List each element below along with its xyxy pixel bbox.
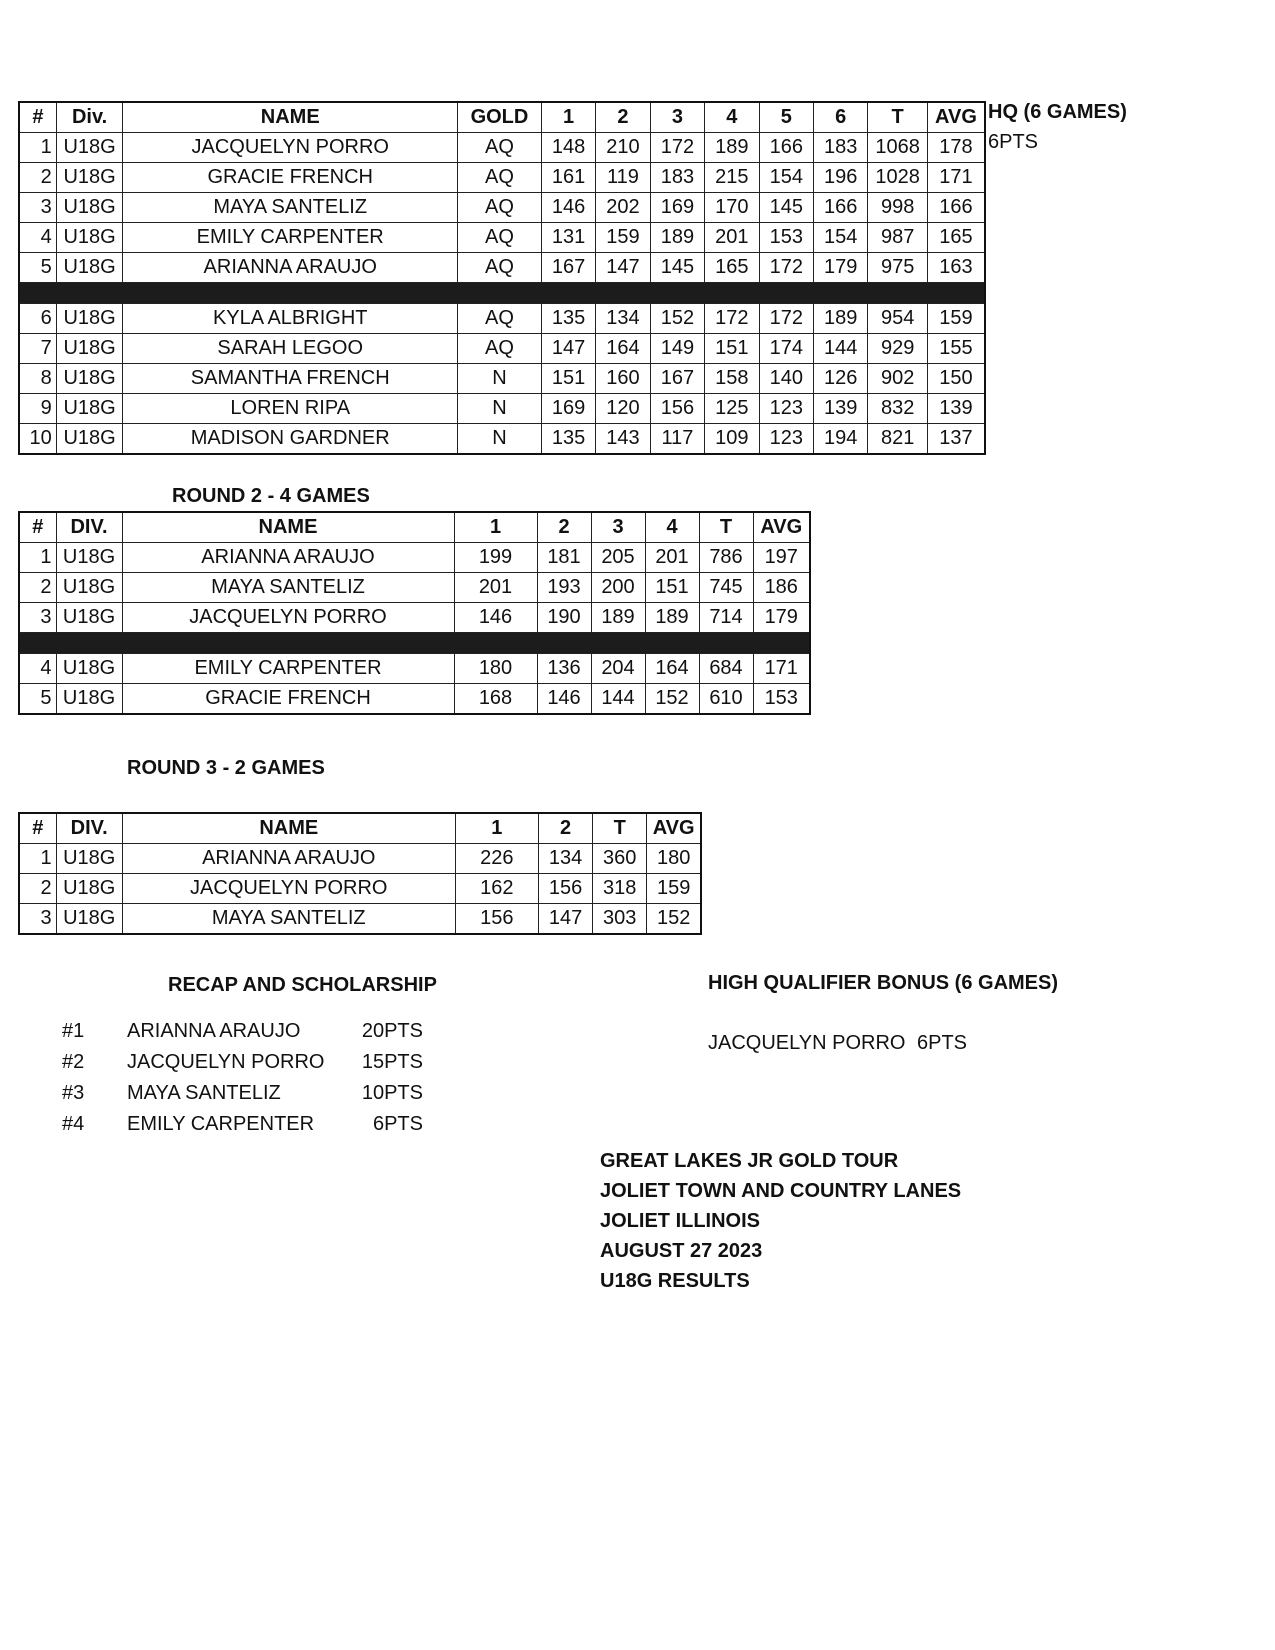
column-header: GOLD [458, 102, 542, 133]
table-cell: 215 [705, 163, 759, 193]
table-cell: 3 [19, 904, 56, 935]
table-cell: 147 [541, 334, 595, 364]
table-cell: AQ [458, 253, 542, 283]
round2-table [18, 511, 811, 715]
table-cell: 179 [813, 253, 867, 283]
table-row [19, 394, 985, 424]
table-cell: 745 [699, 573, 753, 603]
column-header: 6 [813, 102, 867, 133]
bowler-name-cell: ARIANNA ARAUJO [123, 253, 458, 283]
qualifying-table [18, 101, 986, 455]
table-cell: 902 [868, 364, 927, 394]
table-cell: 150 [927, 364, 985, 394]
column-header: 1 [541, 102, 595, 133]
table-cell: 178 [927, 133, 985, 163]
table-cell: 189 [813, 304, 867, 334]
column-header: 3 [591, 512, 645, 543]
table-cell: 153 [759, 223, 813, 253]
bowler-name-cell: MAYA SANTELIZ [122, 904, 455, 935]
column-header: DIV. [56, 512, 122, 543]
round3-header-row [19, 813, 701, 844]
table-row [19, 543, 810, 573]
table-row [19, 223, 985, 253]
column-header: 2 [538, 813, 592, 844]
cut-line-separator [19, 633, 810, 654]
bowler-name-cell: EMILY CARPENTER [123, 223, 458, 253]
table-cell: 145 [759, 193, 813, 223]
table-cell: 303 [593, 904, 647, 935]
column-header: DIV. [56, 813, 122, 844]
column-header: T [593, 813, 647, 844]
hq-value: 6PTS [988, 131, 1039, 153]
table-cell: U18G [56, 573, 122, 603]
column-header: T [868, 102, 927, 133]
table-row [19, 654, 810, 684]
table-cell: 146 [454, 603, 537, 633]
table-cell: 954 [868, 304, 927, 334]
table-cell: 205 [591, 543, 645, 573]
table-cell: 174 [759, 334, 813, 364]
table-cell: 1028 [868, 163, 927, 193]
table-cell: AQ [458, 163, 542, 193]
table-cell: 166 [759, 133, 813, 163]
table-cell: 135 [541, 424, 595, 455]
table-cell: 139 [927, 394, 985, 424]
table-row [19, 904, 701, 935]
recap-rank: #2 [62, 1051, 85, 1073]
table-cell: 832 [868, 394, 927, 424]
table-cell: 360 [593, 844, 647, 874]
table-cell: 144 [813, 334, 867, 364]
table-cell: U18G [56, 394, 123, 424]
table-cell: U18G [56, 603, 122, 633]
table-cell: 170 [705, 193, 759, 223]
table-cell: 189 [705, 133, 759, 163]
table-cell: 147 [538, 904, 592, 935]
table-cell: 201 [645, 543, 699, 573]
round2-title: ROUND 2 - 4 GAMES [172, 485, 370, 507]
table-cell: 166 [927, 193, 985, 223]
event-info-line: GREAT LAKES JR GOLD TOUR [600, 1150, 899, 1172]
bowler-name-cell: KYLA ALBRIGHT [123, 304, 458, 334]
table-cell: 154 [759, 163, 813, 193]
table-cell: 156 [538, 874, 592, 904]
cut-line-separator [19, 283, 985, 304]
table-cell: 156 [650, 394, 704, 424]
table-cell: 165 [927, 223, 985, 253]
table-cell: U18G [56, 223, 123, 253]
recap-name: JACQUELYN PORRO [127, 1051, 325, 1073]
table-cell: 162 [455, 874, 538, 904]
table-cell: 189 [645, 603, 699, 633]
table-cell: 159 [647, 874, 701, 904]
event-info-line: U18G RESULTS [600, 1270, 750, 1292]
bowler-name-cell: JACQUELYN PORRO [123, 133, 458, 163]
table-cell: 146 [541, 193, 595, 223]
table-cell: 186 [753, 573, 810, 603]
table-cell: 929 [868, 334, 927, 364]
table-cell: 163 [927, 253, 985, 283]
table-cell: 123 [759, 394, 813, 424]
table-cell: 193 [537, 573, 591, 603]
table-cell: 172 [705, 304, 759, 334]
table-cell: AQ [458, 133, 542, 163]
table-cell: 149 [650, 334, 704, 364]
recap-pts: 20PTS [361, 1020, 423, 1042]
table-cell: U18G [56, 543, 122, 573]
table-cell: 998 [868, 193, 927, 223]
recap-name: ARIANNA ARAUJO [127, 1020, 301, 1042]
table-cell: 171 [753, 654, 810, 684]
table-cell: 196 [813, 163, 867, 193]
table-cell: U18G [56, 424, 123, 455]
table-cell: AQ [458, 304, 542, 334]
table-cell: 7 [19, 334, 56, 364]
table-row [19, 133, 985, 163]
table-cell: 172 [650, 133, 704, 163]
table-cell: 156 [455, 904, 538, 935]
table-cell: 136 [537, 654, 591, 684]
table-row [19, 334, 985, 364]
table-cell: 169 [541, 394, 595, 424]
table-cell: N [458, 364, 542, 394]
table-row [19, 603, 810, 633]
table-cell: 134 [596, 304, 650, 334]
table-cell: 123 [759, 424, 813, 455]
table-cell: 4 [19, 654, 56, 684]
table-cell: N [458, 424, 542, 455]
column-header: AVG [647, 813, 701, 844]
table-row [19, 424, 985, 455]
table-cell: 786 [699, 543, 753, 573]
table-cell: 151 [645, 573, 699, 603]
table-cell: 165 [705, 253, 759, 283]
table-cell: 183 [813, 133, 867, 163]
table-cell: 3 [19, 193, 56, 223]
qualifying-header-row [19, 102, 985, 133]
bowler-name-cell: JACQUELYN PORRO [122, 874, 455, 904]
bowler-name-cell: SAMANTHA FRENCH [123, 364, 458, 394]
column-header: AVG [927, 102, 985, 133]
recap-pts: 6PTS [372, 1113, 423, 1135]
table-cell: 139 [813, 394, 867, 424]
table-cell: U18G [56, 364, 123, 394]
hq-bonus-name: JACQUELYN PORRO [708, 1032, 906, 1054]
table-cell: 226 [455, 844, 538, 874]
table-cell: 143 [596, 424, 650, 455]
table-cell: 152 [647, 904, 701, 935]
column-header: 4 [705, 102, 759, 133]
column-header: # [19, 102, 56, 133]
table-cell: 155 [927, 334, 985, 364]
hq-bonus-pts: 6PTS [917, 1032, 968, 1054]
column-header: AVG [753, 512, 810, 543]
table-cell: 159 [596, 223, 650, 253]
table-cell: 148 [541, 133, 595, 163]
table-cell: 200 [591, 573, 645, 603]
bowler-name-cell: JACQUELYN PORRO [122, 603, 454, 633]
table-cell: 975 [868, 253, 927, 283]
table-cell: 126 [813, 364, 867, 394]
table-cell: 204 [591, 654, 645, 684]
table-cell: 202 [596, 193, 650, 223]
table-cell: 189 [591, 603, 645, 633]
table-cell: 610 [699, 684, 753, 715]
table-cell: 131 [541, 223, 595, 253]
column-header: 2 [537, 512, 591, 543]
table-cell: AQ [458, 334, 542, 364]
column-header: # [19, 512, 56, 543]
table-cell: 180 [454, 654, 537, 684]
table-cell: 151 [541, 364, 595, 394]
table-cell: 152 [650, 304, 704, 334]
bowler-name-cell: GRACIE FRENCH [122, 684, 454, 715]
round2-header-row [19, 512, 810, 543]
table-cell: AQ [458, 193, 542, 223]
table-row [19, 163, 985, 193]
table-row [19, 193, 985, 223]
bowler-name-cell: MAYA SANTELIZ [122, 573, 454, 603]
table-cell: 2 [19, 573, 56, 603]
table-cell: 5 [19, 684, 56, 715]
table-cell: 145 [650, 253, 704, 283]
column-header: # [19, 813, 56, 844]
column-header: 4 [645, 512, 699, 543]
event-info-line: JOLIET TOWN AND COUNTRY LANES [600, 1180, 962, 1202]
table-cell: 183 [650, 163, 704, 193]
table-cell: AQ [458, 223, 542, 253]
table-cell: 172 [759, 304, 813, 334]
table-cell: 684 [699, 654, 753, 684]
table-row [19, 573, 810, 603]
table-cell: U18G [56, 684, 122, 715]
table-row [19, 844, 701, 874]
event-info-line: JOLIET ILLINOIS [600, 1210, 761, 1232]
bowler-name-cell: GRACIE FRENCH [123, 163, 458, 193]
table-cell: 987 [868, 223, 927, 253]
column-header: T [699, 512, 753, 543]
column-header: Div. [56, 102, 123, 133]
table-cell: 4 [19, 223, 56, 253]
hq-header: HQ (6 GAMES) [988, 101, 1127, 123]
hq-bonus-title: HIGH QUALIFIER BONUS (6 GAMES) [708, 972, 1059, 994]
table-row [19, 304, 985, 334]
table-cell: 169 [650, 193, 704, 223]
table-cell: 180 [647, 844, 701, 874]
table-row [19, 874, 701, 904]
table-cell: 10 [19, 424, 56, 455]
table-cell: 167 [541, 253, 595, 283]
recap-rank: #4 [62, 1113, 85, 1135]
table-cell: 181 [537, 543, 591, 573]
recap-pts: 10PTS [361, 1082, 423, 1104]
table-cell: 1068 [868, 133, 927, 163]
table-cell: 189 [650, 223, 704, 253]
table-cell: 160 [596, 364, 650, 394]
table-cell: 3 [19, 603, 56, 633]
recap-pts: 15PTS [361, 1051, 423, 1073]
column-header: 3 [650, 102, 704, 133]
recap-title: RECAP AND SCHOLARSHIP [168, 974, 437, 996]
table-cell: 1 [19, 844, 56, 874]
table-cell: 179 [753, 603, 810, 633]
table-cell: U18G [56, 904, 122, 935]
column-header: 5 [759, 102, 813, 133]
table-cell: 135 [541, 304, 595, 334]
table-cell: 146 [537, 684, 591, 715]
column-header: 2 [596, 102, 650, 133]
column-header: 1 [454, 512, 537, 543]
table-cell: 140 [759, 364, 813, 394]
table-cell: 159 [927, 304, 985, 334]
table-cell: 8 [19, 364, 56, 394]
table-cell: 166 [813, 193, 867, 223]
table-cell: 134 [538, 844, 592, 874]
table-cell: 201 [454, 573, 537, 603]
table-cell: 1 [19, 543, 56, 573]
table-row [19, 364, 985, 394]
table-cell: 119 [596, 163, 650, 193]
table-cell: 5 [19, 253, 56, 283]
table-cell: 1 [19, 133, 56, 163]
column-header: NAME [122, 813, 455, 844]
table-cell: 152 [645, 684, 699, 715]
table-cell: 158 [705, 364, 759, 394]
table-cell: 197 [753, 543, 810, 573]
recap-name: MAYA SANTELIZ [127, 1082, 281, 1104]
recap-rank: #3 [62, 1082, 85, 1104]
round3-title: ROUND 3 - 2 GAMES [127, 757, 325, 779]
round3-table [18, 812, 702, 935]
event-info-line: AUGUST 27 2023 [600, 1240, 763, 1262]
table-cell: 199 [454, 543, 537, 573]
recap-rank: #1 [62, 1020, 85, 1042]
column-header: NAME [122, 512, 454, 543]
bowler-name-cell: MAYA SANTELIZ [123, 193, 458, 223]
table-cell: 137 [927, 424, 985, 455]
table-cell: 2 [19, 874, 56, 904]
table-cell: 161 [541, 163, 595, 193]
table-cell: U18G [56, 844, 122, 874]
table-cell: 190 [537, 603, 591, 633]
table-cell: 194 [813, 424, 867, 455]
recap-name: EMILY CARPENTER [127, 1113, 315, 1135]
bowler-name-cell: ARIANNA ARAUJO [122, 543, 454, 573]
table-cell: 201 [705, 223, 759, 253]
table-cell: 318 [593, 874, 647, 904]
table-cell: 714 [699, 603, 753, 633]
bowler-name-cell: MADISON GARDNER [123, 424, 458, 455]
table-cell: 821 [868, 424, 927, 455]
table-cell: 120 [596, 394, 650, 424]
table-row [19, 684, 810, 715]
table-cell: 2 [19, 163, 56, 193]
table-cell: 147 [596, 253, 650, 283]
table-cell: U18G [56, 133, 123, 163]
table-cell: 144 [591, 684, 645, 715]
bowler-name-cell: LOREN RIPA [123, 394, 458, 424]
table-row [19, 253, 985, 283]
bowler-name-cell: SARAH LEGOO [123, 334, 458, 364]
table-cell: N [458, 394, 542, 424]
table-cell: U18G [56, 253, 123, 283]
column-header: NAME [123, 102, 458, 133]
column-header: 1 [455, 813, 538, 844]
table-cell: 153 [753, 684, 810, 715]
table-cell: U18G [56, 163, 123, 193]
table-cell: 125 [705, 394, 759, 424]
table-cell: 164 [596, 334, 650, 364]
table-cell: 117 [650, 424, 704, 455]
bowler-name-cell: EMILY CARPENTER [122, 654, 454, 684]
table-cell: U18G [56, 304, 123, 334]
table-cell: 172 [759, 253, 813, 283]
table-cell: 6 [19, 304, 56, 334]
table-cell: U18G [56, 334, 123, 364]
table-cell: U18G [56, 654, 122, 684]
table-cell: U18G [56, 874, 122, 904]
table-cell: 164 [645, 654, 699, 684]
table-cell: 168 [454, 684, 537, 715]
bowler-name-cell: ARIANNA ARAUJO [122, 844, 455, 874]
table-cell: 154 [813, 223, 867, 253]
table-cell: 171 [927, 163, 985, 193]
table-cell: 9 [19, 394, 56, 424]
table-cell: 151 [705, 334, 759, 364]
table-cell: U18G [56, 193, 123, 223]
table-cell: 167 [650, 364, 704, 394]
table-cell: 109 [705, 424, 759, 455]
table-cell: 210 [596, 133, 650, 163]
